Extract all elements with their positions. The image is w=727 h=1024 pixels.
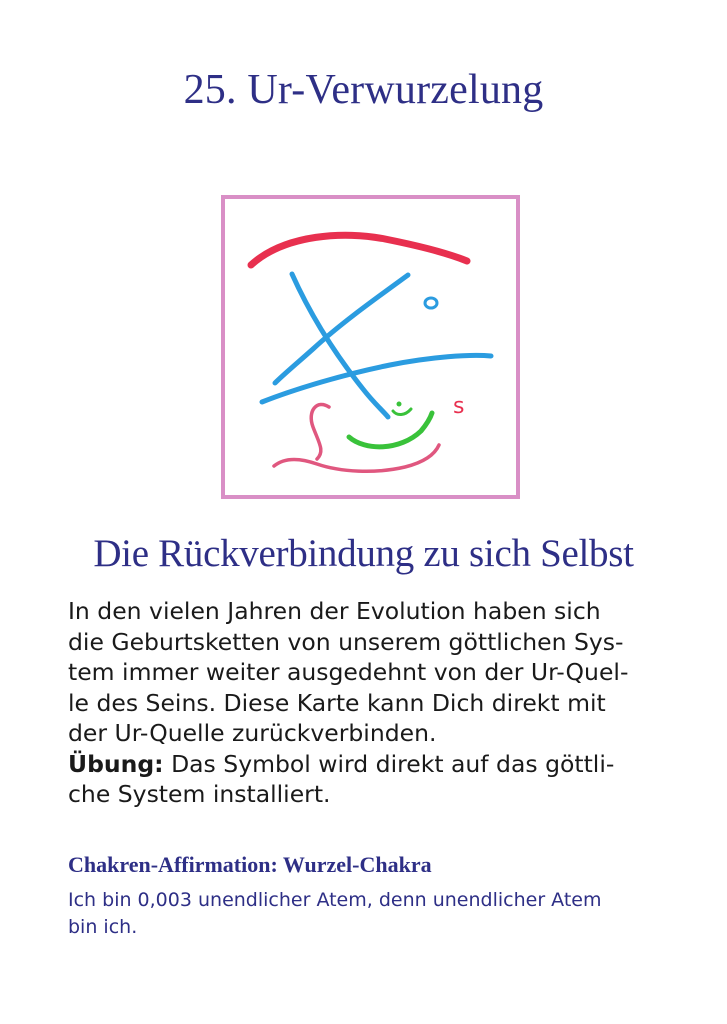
exercise-label: Übung: bbox=[68, 749, 164, 778]
card-title: 25. Ur-Verwurzelung bbox=[183, 67, 544, 113]
green-small-smile bbox=[393, 409, 411, 415]
exercise-line-2: che System installiert. bbox=[68, 780, 331, 808]
ur-verwurzelung-symbol bbox=[225, 199, 516, 495]
red-s-glyph: s bbox=[453, 394, 465, 419]
blue-diagonal-stroke bbox=[292, 274, 388, 417]
green-dot-mark bbox=[397, 402, 402, 407]
exercise-line bbox=[68, 749, 688, 780]
green-smile-stroke bbox=[349, 413, 432, 447]
pink-s-curve-stroke bbox=[311, 404, 329, 459]
body-line: tem immer weiter ausgedehnt von der Ur-Quel- bbox=[68, 658, 629, 686]
card-subtitle: Die Rückverbindung zu sich Selbst bbox=[93, 532, 634, 575]
red-arc-stroke bbox=[251, 235, 467, 265]
affirmation-line: Ich bin 0,003 unendlicher Atem, denn unendlicher Atem bbox=[68, 889, 602, 911]
body-line: In den vielen Jahren der Evolution haben sich bbox=[68, 597, 601, 625]
affirmation-line: bin ich. bbox=[68, 916, 138, 938]
affirmation-heading: Chakren-Affirmation: Wurzel-Chakra bbox=[68, 852, 432, 877]
affirmation-text bbox=[68, 887, 708, 941]
body-line: die Geburtsketten von unserem göttlichen Sys- bbox=[68, 627, 624, 656]
body-line: le des Seins. Diese Karte kann Dich direkt mit bbox=[68, 688, 606, 717]
body-line: der Ur-Quelle zurückverbinden. bbox=[68, 719, 437, 747]
red-bottom-wave-stroke bbox=[274, 445, 439, 471]
symbol-frame bbox=[221, 195, 520, 499]
body-text bbox=[68, 596, 688, 810]
blue-circle-mark bbox=[425, 298, 437, 308]
exercise-text: Das Symbol wird direkt auf das göttli- bbox=[163, 749, 615, 778]
